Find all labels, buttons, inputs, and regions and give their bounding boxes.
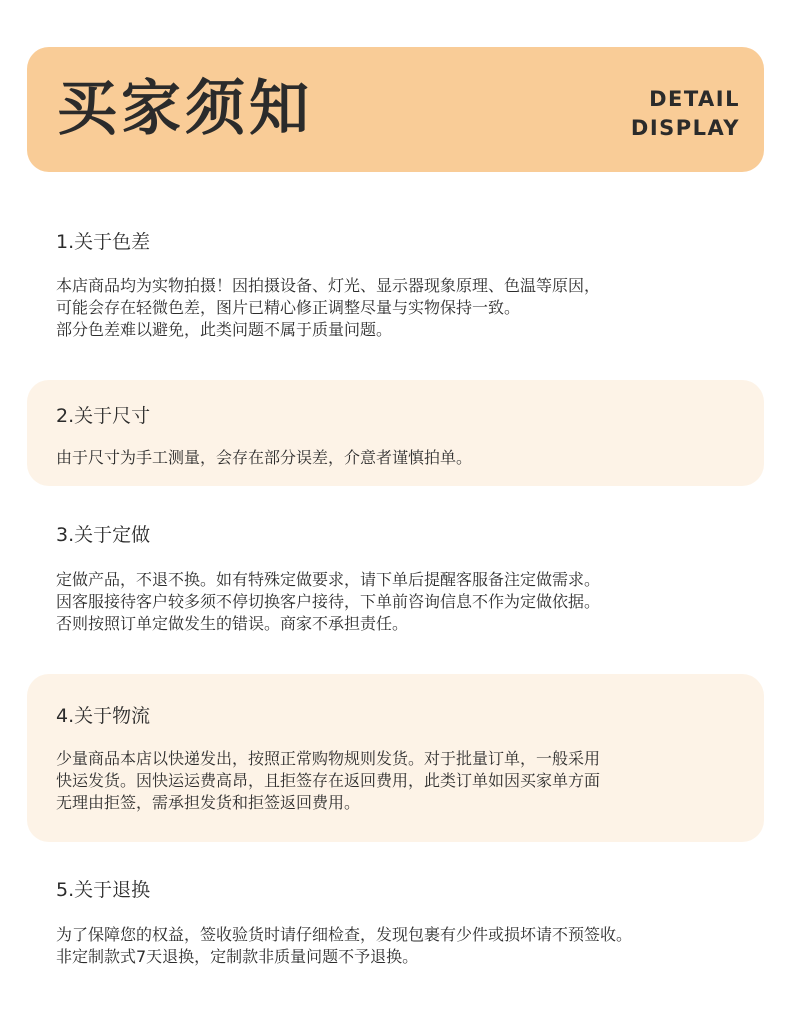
section-line: 定做产品，不退不换。如有特殊定做要求，请下单后提醒客服备注定做需求。 (56, 570, 601, 589)
section-body (56, 569, 766, 635)
header-subtitle (631, 85, 740, 143)
section-title: 1.关于色差 (56, 231, 151, 253)
header-subtitle-line1: DETAIL (649, 87, 740, 111)
section-body (56, 924, 766, 968)
section-line: 因客服接待客户较多须不停切换客户接待，下单前咨询信息不作为定做依据。 (56, 592, 601, 611)
section-body (56, 275, 766, 341)
section-line: 非定制款式7天退换，定制款非质量问题不予退换。 (56, 947, 419, 966)
section-title: 5.关于退换 (56, 879, 151, 901)
section-line: 可能会存在轻微色差，图片已精心修正调整尽量与实物保持一致。 (56, 298, 521, 317)
section-line: 部分色差难以避免，此类问题不属于质量问题。 (56, 320, 393, 339)
section-body (56, 447, 766, 469)
section-custom-order (27, 505, 764, 655)
section-line: 为了保障您的权益，签收验货时请仔细检查，发现包裹有少件或损坏请不预签收。 (56, 925, 633, 944)
section-line: 少量商品本店以快递发出，按照正常购物规则发货。对于批量订单，一般采用 (56, 749, 601, 768)
section-returns (27, 860, 764, 1000)
page-title: 买家须知 (57, 74, 313, 144)
section-body (56, 748, 766, 814)
section-size (27, 380, 764, 486)
section-title: 4.关于物流 (56, 705, 151, 727)
section-color-difference (27, 210, 764, 360)
section-line: 无理由拒签，需承担发货和拒签返回费用。 (56, 793, 361, 812)
section-line: 否则按照订单定做发生的错误。商家不承担责任。 (56, 614, 409, 633)
header-banner (27, 47, 764, 172)
header-subtitle-line2: DISPLAY (630, 116, 740, 140)
section-title: 2.关于尺寸 (56, 405, 151, 427)
section-logistics (27, 674, 764, 842)
section-line: 本店商品均为实物拍摄！因拍摄设备、灯光、显示器现象原理、色温等原因， (56, 276, 601, 295)
section-title: 3.关于定做 (56, 524, 151, 546)
section-line: 快运发货。因快运运费高昂，且拒签存在返回费用，此类订单如因买家单方面 (56, 771, 601, 790)
section-line: 由于尺寸为手工测量，会存在部分误差，介意者谨慎拍单。 (56, 448, 473, 467)
